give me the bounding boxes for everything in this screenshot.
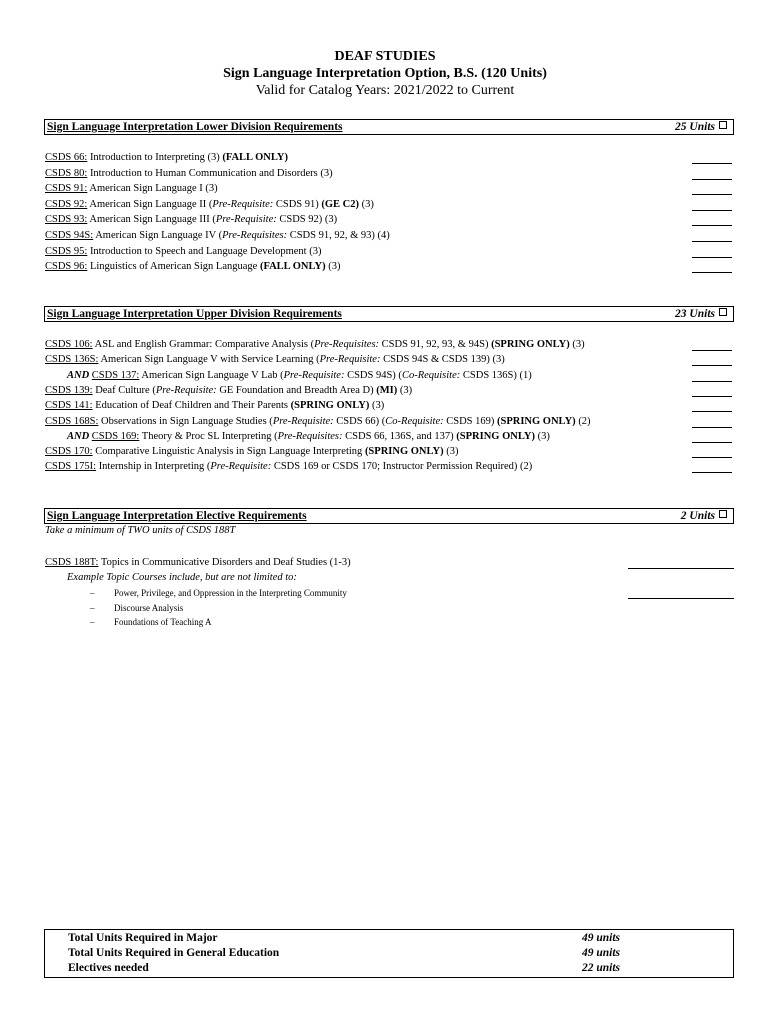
course-row: AND CSDS 169: Theory & Proc SL Interpreting (Pre-Requisites: CSDS 66, 136S, and 137) (SPRING ONLY) (3) [67, 430, 550, 442]
course-code: CSDS 168S: [45, 415, 99, 427]
blank-line [692, 272, 732, 273]
elective-note: Take a minimum of TWO units of CSDS 188T [45, 525, 236, 536]
blank-line [692, 396, 732, 397]
course-code: CSDS 93: [45, 214, 88, 226]
blank-line [628, 598, 734, 599]
course-code: CSDS 94S: [45, 230, 94, 241]
blank-line [692, 194, 732, 195]
checkbox-icon [719, 308, 727, 316]
section-title: Sign Language Interpretation Lower Division Requirements [47, 121, 343, 133]
upper-division-header [44, 306, 734, 322]
course-row: CSDS 168S: Observations in Sign Language Studies (Pre-Requisite: CSDS 66) (Co-Requisite: CSDS 169) (SPRING ONLY) (2) [45, 415, 591, 427]
section-units: 2 Units [681, 510, 727, 522]
course-row: CSDS 106: ASL and English Grammar: Comparative Analysis (Pre-Requisites: CSDS 91, 92, 93, & 94S) (SPRING ONLY) (3) [45, 339, 585, 350]
blank-line [692, 241, 732, 242]
checkbox-icon [719, 510, 727, 518]
blank-line [692, 411, 732, 412]
course-code: CSDS 170: [45, 446, 93, 458]
course-code: CSDS 92: [45, 198, 88, 210]
course-row: CSDS 95: Introduction to Speech and Language Development (3) [45, 245, 322, 257]
total-row: Total Units Required in Major 49 units [68, 932, 621, 944]
document-subtitle: Sign Language Interpretation Option, B.S. (120 Units) [223, 66, 547, 81]
total-row: Electives needed 22 units [68, 962, 621, 974]
course-code: CSDS 96: [45, 261, 88, 273]
course-row: CSDS 170: Comparative Linguistic Analysis in Sign Language Interpreting (SPRING ONLY) (3) [45, 446, 459, 458]
section-title: Sign Language Interpretation Elective Requirements [47, 510, 307, 522]
course-row: CSDS 96: Linguistics of American Sign Language (FALL ONLY) (3) [45, 261, 341, 273]
blank-line [692, 257, 732, 258]
document-title: DEAF STUDIES [334, 49, 436, 64]
blank-line [692, 442, 732, 443]
document-header [0, 48, 770, 100]
checkbox-icon [719, 121, 727, 129]
lower-division-header [44, 119, 734, 135]
totals-box [44, 929, 734, 978]
course-code: CSDS 80: [45, 167, 88, 179]
course-code: CSDS 141: [45, 400, 93, 412]
blank-line [692, 163, 732, 164]
and-label: AND [67, 369, 92, 381]
and-label: AND [67, 430, 92, 442]
blank-line [692, 472, 732, 473]
example-item: – Power, Privilege, and Oppression in the Interpreting Community [90, 588, 347, 598]
example-note: Example Topic Courses include, but are not limited to: [67, 572, 297, 583]
course-row: CSDS 80: Introduction to Human Communication and Disorders (3) [45, 167, 333, 179]
course-code: CSDS 66: [45, 152, 88, 163]
course-code: CSDS 91: [45, 183, 88, 195]
example-item: – Foundations of Teaching A [90, 617, 212, 627]
elective-course: CSDS 188T: Topics in Communicative Disorders and Deaf Studies (1-3) [45, 557, 351, 568]
course-row: CSDS 91: American Sign Language I (3) [45, 183, 218, 195]
blank-line [692, 457, 732, 458]
blank-line [692, 427, 732, 428]
course-row: CSDS 141: Education of Deaf Children and Their Parents (SPRING ONLY) (3) [45, 400, 385, 412]
example-item: – Discourse Analysis [90, 602, 184, 613]
course-row: CSDS 139: Deaf Culture (Pre-Requisite: GE Foundation and Breadth Area D) (MI) (3) [45, 384, 413, 396]
course-row: AND CSDS 137: American Sign Language V Lab (Pre-Requisite: CSDS 94S) (Co-Requisite: CSDS 136S) (1) [67, 369, 532, 381]
section-title: Sign Language Interpretation Upper Division Requirements [47, 308, 342, 320]
course-code: CSDS 188T: [45, 557, 99, 568]
course-row: CSDS 92: American Sign Language II (Pre-Requisite: CSDS 91) (GE C2) (3) [45, 198, 374, 210]
course-row: CSDS 94S: American Sign Language IV (Pre-Requisites: CSDS 91, 92, & 93) (4) [45, 230, 390, 241]
section-units: 25 Units [675, 121, 727, 133]
course-code: CSDS 95: [45, 245, 88, 257]
dash-icon: – [90, 602, 95, 613]
course-row: CSDS 175I: Internship in Interpreting (Pre-Requisite: CSDS 169 or CSDS 170; Instructor Permission Required) (2) [45, 461, 533, 473]
course-code: CSDS 175I: [45, 461, 97, 473]
course-row: CSDS 66: Introduction to Interpreting (3) (FALL ONLY) [45, 152, 288, 163]
blank-line [692, 350, 732, 351]
catalog-years: Valid for Catalog Years: 2021/2022 to Current [255, 83, 515, 98]
course-code: CSDS 139: [45, 384, 93, 396]
course-code: CSDS 137: [91, 369, 140, 381]
course-code: CSDS 136S: [45, 354, 99, 366]
blank-line [628, 568, 734, 569]
course-code: CSDS 106: [45, 339, 93, 350]
blank-line [692, 210, 732, 211]
blank-line [692, 179, 732, 180]
elective-header [44, 508, 734, 524]
total-row: Total Units Required in General Education 49 units [68, 947, 621, 959]
dash-icon: – [90, 617, 95, 627]
blank-line [692, 365, 732, 366]
dash-icon: – [90, 588, 95, 598]
blank-line [692, 381, 732, 382]
section-units: 23 Units [675, 308, 727, 320]
course-code: CSDS 169: [91, 430, 140, 442]
course-row: CSDS 136S: American Sign Language V with Service Learning (Pre-Requisite: CSDS 94S & CSDS 139) (3) [45, 354, 505, 366]
course-row: CSDS 93: American Sign Language III (Pre-Requisite: CSDS 92) (3) [45, 214, 338, 226]
blank-line [692, 225, 732, 226]
